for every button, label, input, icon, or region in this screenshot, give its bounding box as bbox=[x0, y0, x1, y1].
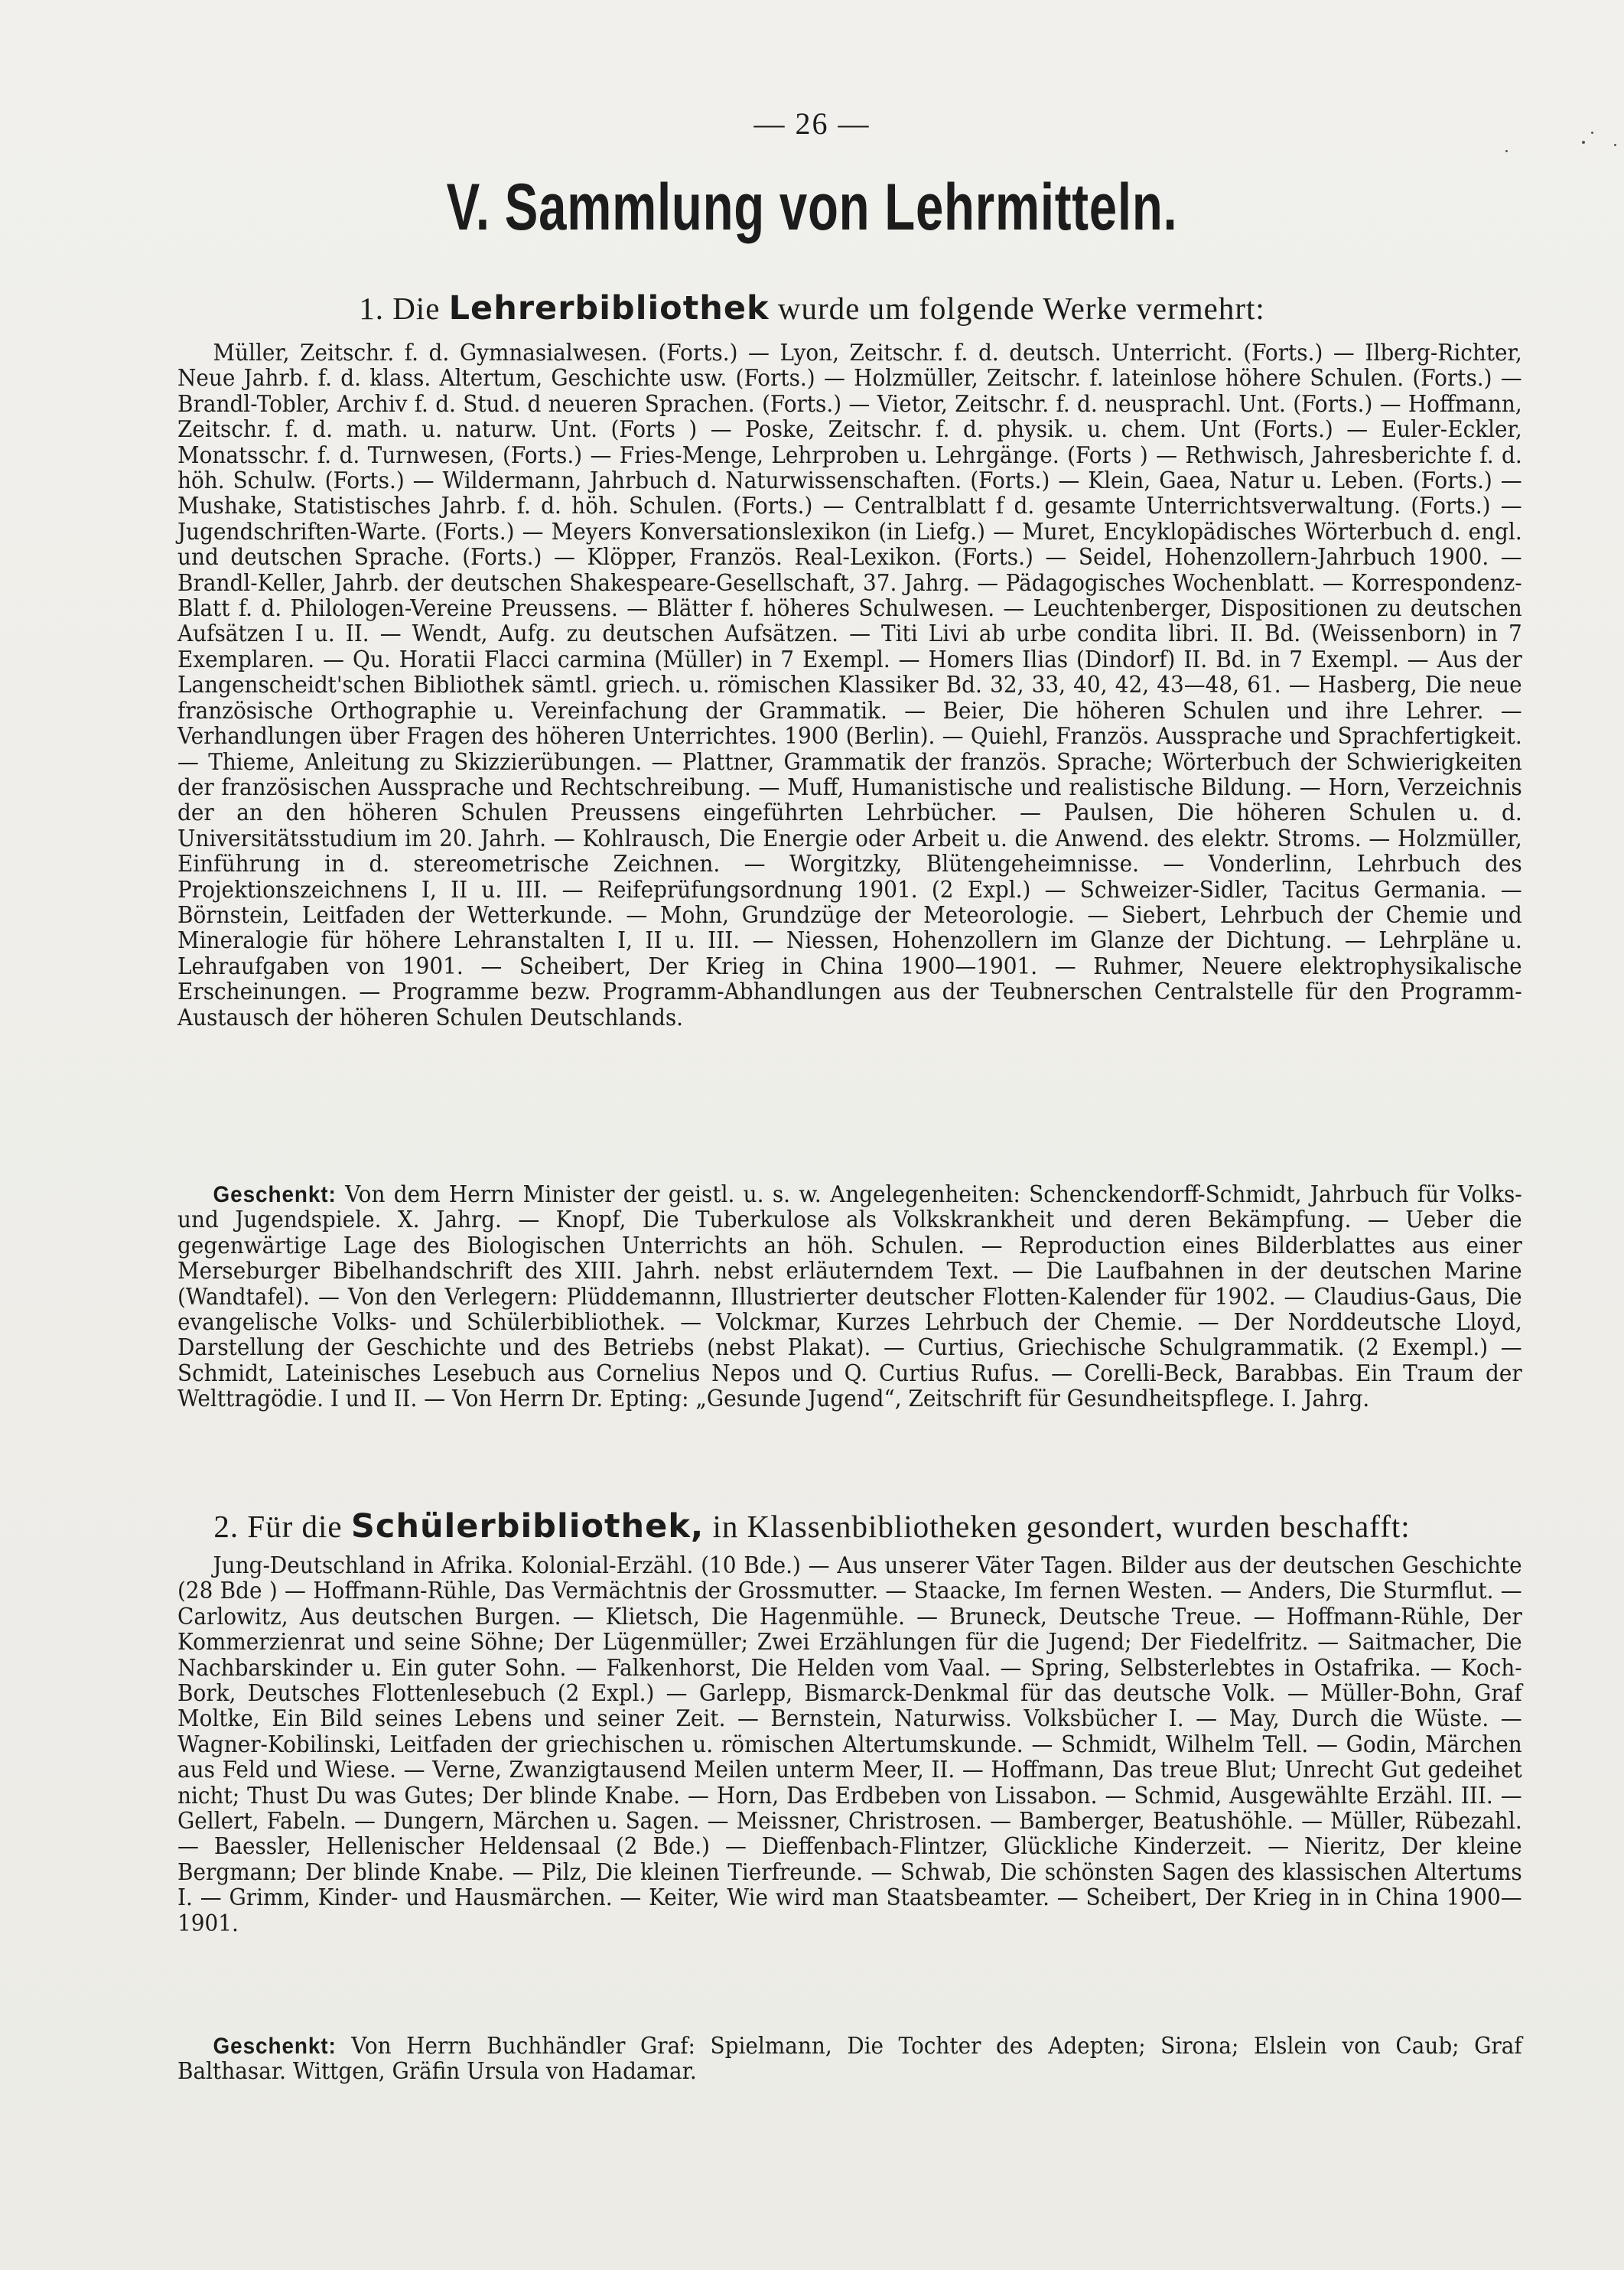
paper-speck bbox=[1614, 144, 1616, 146]
student-library-gifts bbox=[177, 2034, 1522, 2085]
teacher-library-list: Müller, Zeitschr. f. d. Gymnasialwesen. (Forts.) — Lyon, Zeitschr. f. d. deutsch. Unterricht. (Forts.) — Ilberg-Richter, Neue Jahrb. f. d. klass. Altertum, Geschichte usw. (Forts.) — Holzmüller, Zeitschr. f. lateinlose höhere Schulen. (Forts.) — Brandl-Tobler, Archiv f. d. Stud. d neueren Sprachen. (Forts.) — Vietor, Zeitschr. f. d. neusprachl. Unt. (Forts.) — Hoffmann, Zeitschr. f. d. math. u. naturw. Unt. (Forts ) — Poske, Zeitschr. f. d. physik. u. chem. Unt (Forts.) — Euler-Eckler, Monatsschr. f. d. Turnwesen, (Forts.) — Fries-Menge, Lehrproben u. Lehrgänge. (Forts ) — Rethwisch, Jahresberichte f. d. höh. Schulw. (Forts.) — Wildermann, Jahrbuch d. Naturwissenschaften. (Forts.) — Klein, Gaea, Natur u. Leben. (Forts.) — Mushake, Statistisches Jahrb. f. d. höh. Schulen. (Forts.) — Centralblatt f d. gesamte Unterrichtsverwaltung. (Forts.) — Jugendschriften-Warte. (Forts.) — Meyers Konversationslexikon (in Liefg.) — Muret, Encyklopädisches Wörterbuch d. engl. und deutschen Sprache. (Forts.) — Klöpper, Französ. Real-Lexikon. (Forts.) — Seidel, Hohenzollern-Jahrbuch 1900. — Brandl-Keller, Jahrb. der deutschen Shakespeare-Gesellschaft, 37. Jahrg. — Pädagogisches Wochenblatt. — Korrespondenz-Blatt f. d. Philologen-Vereine Preussens. — Blätter f. höheres Schulwesen. — Leuchtenberger, Dispositionen zu deutschen Aufsätzen I u. II. — Wendt, Aufg. zu deutschen Aufsätzen. — Titi Livi ab urbe condita libri. II. Bd. (Weissenborn) in 7 Exemplaren. — Qu. Horatii Flacci carmina (Müller) in 7 Exempl. — Homers Ilias (Dindorf) II. Bd. in 7 Exempl. — Aus der Langenscheidt'schen Bibliothek sämtl. griech. u. römischen Klassiker Bd. 32, 33, 40, 42, 43—48, 61. — Hasberg, Die neue französische Orthographie u. Vereinfachung der Grammatik. — Beier, Die höheren Schulen und ihre Lehrer. — Verhandlungen über Fragen des höheren Unterrichtes. 1900 (Berlin). — Quiehl, Französ. Aussprache und Sprachfertigkeit. — Thieme, Anleitung zu Skizzierübungen. — Plattner, Grammatik der französ. Sprache; Wörterbuch der Schwierigkeiten der französischen Aussprache und Rechtschreibung. — Muff, Humanistische und realistische Bildung. — Horn, Verzeichnis der an den höheren Schulen Preussens eingeführten Lehrbücher. — Paulsen, Die höheren Schulen u. d. Universitätsstudium im 20. Jahrh. — Kohlrausch, Die Energie oder Arbeit u. die Anwend. des elektr. Stroms. — Holzmüller, Einführung in d. stereometrische Zeichnen. — Worgitzky, Blütengeheimnisse. — Vonderlinn, Lehrbuch des Projektionszeichnens I, II u. III. — Reifeprüfungsordnung 1901. (2 Expl.) — Schweizer-Sidler, Tacitus Germania. — Börnstein, Leitfaden der Wetterkunde. — Mohn, Grundzüge der Meteorologie. — Siebert, Lehrbuch der Chemie und Mineralogie für höhere Lehranstalten I, II u. III. — Niessen, Hohenzollern im Glanze der Dichtung. — Lehrpläne u. Lehraufgaben von 1901. — Scheibert, Der Krieg in China 1900—1901. — Ruhmer, Neuere elektrophysikalische Erscheinungen. — Programme bezw. Programm-Abhandlungen aus der Teubnerschen Centralstelle für den Programm-Austausch der höheren Schulen Deutschlands. bbox=[177, 340, 1522, 1031]
heading-prefix: 2. Für die bbox=[213, 1509, 343, 1544]
teacher-library-gifts bbox=[177, 1182, 1522, 1412]
heading-library-name: Schülerbibliothek, bbox=[350, 1507, 705, 1545]
heading-suffix: in Klassenbibliotheken gesondert, wurden beschafft: bbox=[712, 1509, 1411, 1544]
gift-label: Geschenkt: bbox=[213, 1182, 337, 1207]
gift-text: Von Herrn Buchhändler Graf: Spielmann, Die Tochter des Adepten; Sirona; Elslein von Caub; Graf Balthasar. Wittgen, Gräfin Ursula von Hadamar. bbox=[177, 2033, 1522, 2086]
gift-label: Geschenkt: bbox=[213, 2034, 337, 2059]
section-title: V. Sammlung von Lehrmitteln. bbox=[446, 171, 1178, 244]
student-library-heading bbox=[0, 1507, 1624, 1545]
page-number: — 26 — bbox=[753, 106, 871, 141]
heading-suffix: wurde um folgende Werke vermehrt: bbox=[777, 291, 1265, 326]
teacher-library-heading bbox=[0, 289, 1624, 327]
heading-library-name: Lehrerbibliothek bbox=[448, 289, 770, 327]
paper-speck bbox=[1505, 150, 1508, 152]
student-library-list: Jung-Deutschland in Afrika. Kolonial-Erzähl. (10 Bde.) — Aus unserer Väter Tagen. Bilder aus der deutschen Geschichte (28 Bde ) — Hoffmann-Rühle, Das Vermächtnis der Grossmutter. — Staacke, Im fernen Westen. — Anders, Die Sturmflut. — Carlowitz, Aus deutschen Burgen. — Klietsch, Die Hagenmühle. — Bruneck, Deutsche Treue. — Hoffmann-Rühle, Der Kommerzienrat und seine Söhne; Der Lügenmüller; Zwei Erzählungen für die Jugend; Der Fiedelfritz. — Saitmacher, Die Nachbarskinder u. Ein guter Sohn. — Falkenhorst, Die Helden vom Vaal. — Spring, Selbsterlebtes in Ostafrika. — Koch-Bork, Deutsches Flottenlesebuch (2 Expl.) — Garlepp, Bismarck-Denkmal für das deutsche Volk. — Müller-Bohn, Graf Moltke, Ein Bild seines Lebens und seiner Zeit. — Bernstein, Naturwiss. Volksbücher I. — May, Durch die Wüste. — Wagner-Kobilinski, Leitfaden der griechischen u. römischen Altertumskunde. — Schmidt, Wilhelm Tell. — Godin, Märchen aus Feld und Wiese. — Verne, Zwanzigtausend Meilen unterm Meer, II. — Hoffmann, Das treue Blut; Unrecht Gut gedeihet nicht; Thust Du was Gutes; Der blinde Knabe. — Horn, Das Erdbeben von Lissabon. — Schmid, Ausgewählte Erzähl. III. — Gellert, Fabeln. — Dungern, Märchen u. Sagen. — Meissner, Christrosen. — Bamberger, Beatushöhle. — Müller, Rübezahl. — Baessler, Hellenischer Heldensaal (2 Bde.) — Dieffenbach-Flintzer, Glückliche Kinderzeit. — Nieritz, Der kleine Bergmann; Der blinde Knabe. — Pilz, Die kleinen Tierfreunde. — Schwab, Die schönsten Sagen des klassischen Altertums I. — Grimm, Kinder- und Hausmärchen. — Keiter, Wie wird man Staatsbeamter. — Scheibert, Der Krieg in in China 1900—1901. bbox=[177, 1552, 1522, 1937]
gift-text: Von dem Herrn Minister der geistl. u. s. w. Angelegenheiten: Schenckendorff-Schmidt, Jahrbuch für Volks- und Jugendspiele. X. Jahrg. — Knopf, Die Tuberkulose als Volkskrankheit und deren Bekämpfung. — Ueber die gegenwärtige Lage des Biologischen Unterrichts an höh. Schulen. — Reproduction eines Bilderblattes aus einer Merseburger Bibelhandschrift des XIII. Jahrh. nebst erläuterndem Text. — Die Laufbahnen in der deutschen Marine (Wandtafel). — Von den Verlegern: Plüddemannn, Illustrierter deutscher Flotten-Kalender für 1902. — Claudius-Gaus, Die evangelische Volks- und Schülerbibliothek. — Volckmar, Kurzes Lehrbuch der Chemie. — Der Norddeutsche Lloyd, Darstellung der Geschichte und des Betriebs (nebst Plakat). — Curtius, Griechische Schulgrammatik. (2 Exempl.) — Schmidt, Lateinisches Lesebuch aus Cornelius Nepos und Q. Curtius Rufus. — Corelli-Beck, Barabbas. Ein Traum der Welttragödie. I und II. — Von Herrn Dr. Epting: „Gesunde Jugend“, Zeitschrift für Gesundheitspflege. I. Jahrg. bbox=[177, 1181, 1522, 1413]
heading-prefix: 1. Die bbox=[359, 291, 441, 326]
